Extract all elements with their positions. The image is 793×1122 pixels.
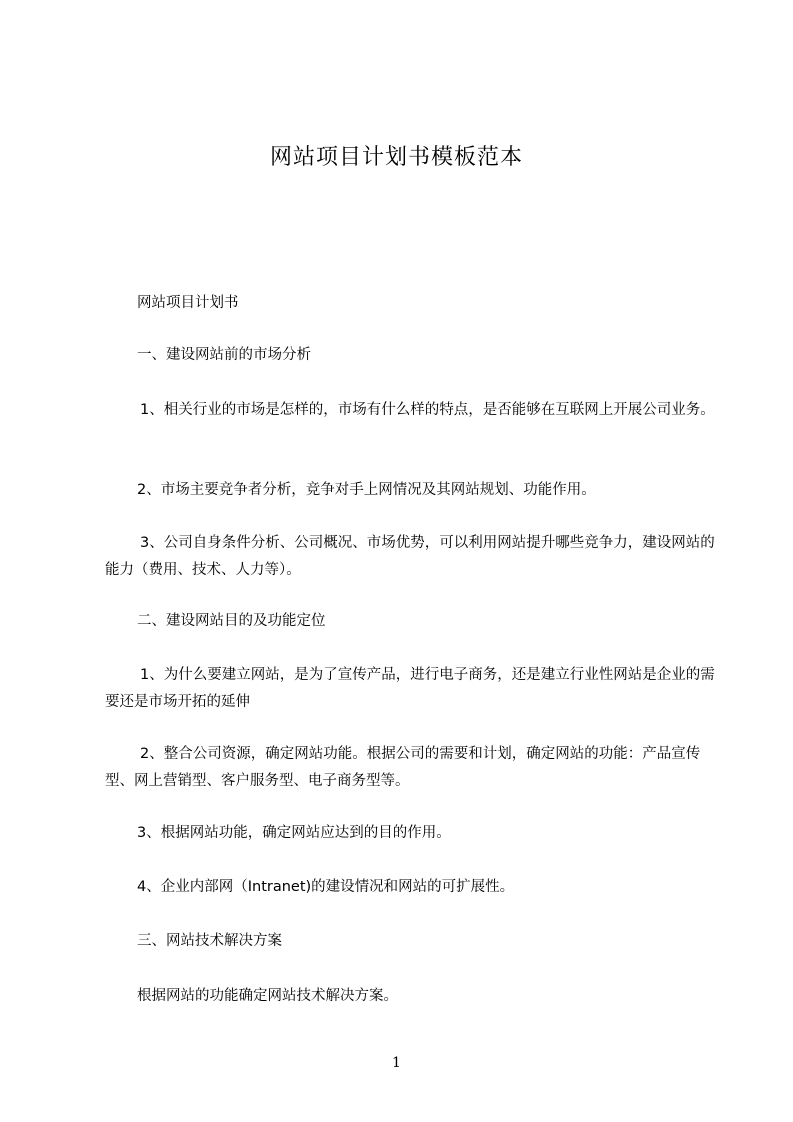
page-number: 1 bbox=[392, 1055, 401, 1071]
section-heading-market-analysis: 一、建设网站前的市场分析 bbox=[137, 347, 311, 363]
document-title: 网站项目计划书模板范本 bbox=[269, 145, 523, 170]
paragraph-purpose-3: 3、根据网站功能，确定网站应达到的目的作用。 bbox=[137, 825, 451, 841]
paragraph-tech-1: 根据网站的功能确定网站技术解决方案。 bbox=[137, 988, 398, 1004]
paragraph-market-2: 2、市场主要竞争者分析，竞争对手上网情况及其网站规划、功能作用。 bbox=[137, 482, 596, 498]
paragraph-purpose-2: 2、整合公司资源，确定网站功能。根据公司的需要和计划，确定网站的功能：产品宣传型、网上营销型、客户服务型、电子商务型等。 bbox=[105, 746, 701, 789]
section-heading-tech-solution: 三、网站技术解决方案 bbox=[137, 933, 282, 949]
paragraph-purpose-1: 1、为什么要建立网站，是为了宣传产品，进行电子商务，还是建立行业性网站是企业的需要还是市场开拓的延伸 bbox=[105, 667, 715, 710]
paragraph-market-1: 1、相关行业的市场是怎样的，市场有什么样的特点，是否能够在互联网上开展公司业务。 bbox=[140, 402, 715, 418]
section-heading-purpose: 二、建设网站目的及功能定位 bbox=[137, 613, 326, 629]
paragraph-purpose-4: 4、企业内部网（Intranet)的建设情况和网站的可扩展性。 bbox=[137, 879, 515, 895]
section-heading-plan: 网站项目计划书 bbox=[137, 295, 239, 311]
paragraph-market-3: 3、公司自身条件分析、公司概况、市场优势，可以利用网站提升哪些竞争力，建设网站的能力（费用、技术、人力等）。 bbox=[105, 535, 715, 578]
